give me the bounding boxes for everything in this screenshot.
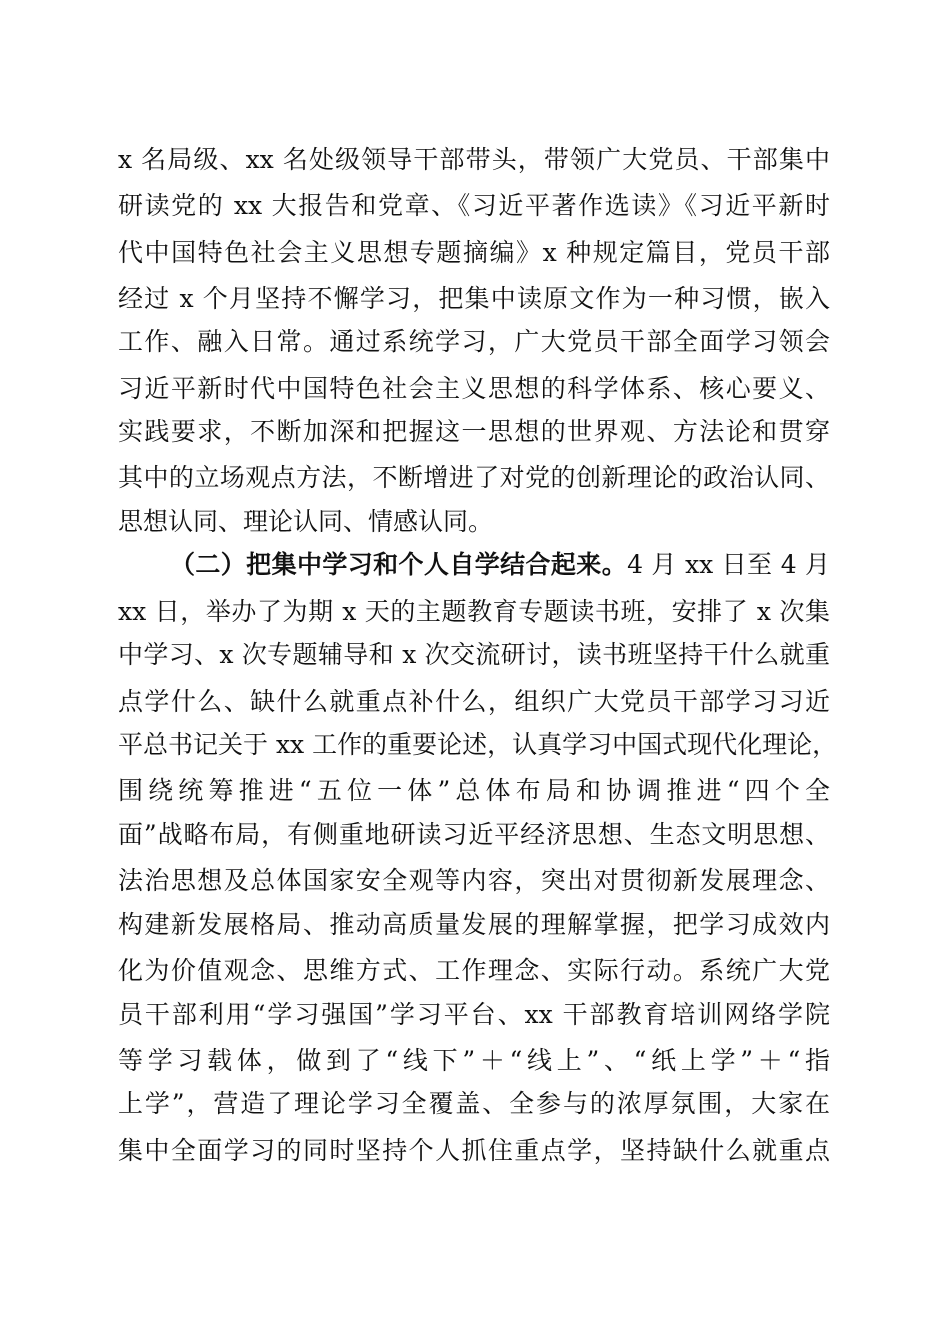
section-heading: （二）把集中学习和个人自学结合起来。 [170, 550, 628, 579]
text-line: 思想认同、理论认同、情感认同。 [118, 507, 494, 536]
text-line: 集中全面学习的同时坚持个人抓住重点学，坚持缺什么就重点 [118, 1136, 830, 1165]
text-line: xx 日，举办了为期 x 天的主题教育专题读书班，安排了 x 次集 [118, 597, 830, 626]
text-line: 面”战略布局，有侧重地研读习近平经济思想、生态文明思想、 [118, 820, 830, 849]
text-line: 代中国特色社会主义思想专题摘编》x 种规定篇目，党员干部 [118, 238, 830, 267]
text-line: 其中的立场观点方法，不断增进了对党的创新理论的政治认同、 [118, 463, 830, 492]
text-line: 点学什么、缺什么就重点补什么，组织广大党员干部学习习近 [118, 687, 830, 716]
text-line: 化为价值观念、思维方式、工作理念、实际行动。系统广大党 [118, 956, 830, 985]
text-line: 习近平新时代中国特色社会主义思想的科学体系、核心要义、 [118, 374, 830, 403]
text-line: 员干部利用“学习强国”学习平台、xx 干部教育培训网络学院 [118, 1000, 830, 1029]
text-line: 经过 x 个月坚持不懈学习，把集中读原文作为一种习惯，嵌入 [118, 284, 830, 313]
text-line: 等学习载体，做到了“线下”＋“线上”、“纸上学”＋“指 [118, 1046, 830, 1075]
section-heading-line [170, 543, 830, 587]
text-line: 实践要求，不断加深和把握这一思想的世界观、方法论和贯穿 [118, 417, 830, 446]
text-line: 围绕统筹推进“五位一体”总体布局和协调推进“四个全 [118, 776, 830, 805]
text-line: 平总书记关于 xx 工作的重要论述，认真学习中国式现代化理论， [118, 730, 838, 759]
text-line: 研读党的 xx 大报告和党章、《习近平著作选读》《习近平新时 [118, 191, 830, 220]
text-line: 构建新发展格局、推动高质量发展的理解掌握，把学习成效内 [118, 910, 830, 939]
text-line: 上学”，营造了理论学习全覆盖、全参与的浓厚氛围，大家在 [118, 1089, 830, 1118]
section-heading-tail: 4 月 xx 日至 4 月 [627, 550, 830, 579]
text-line: x 名局级、xx 名处级领导干部带头，带领广大党员、干部集中 [118, 145, 830, 174]
text-line: 法治思想及总体国家安全观等内容，突出对贯彻新发展理念、 [118, 866, 830, 895]
text-line: 工作、融入日常。通过系统学习，广大党员干部全面学习领会 [118, 327, 830, 356]
text-line: 中学习、x 次专题辅导和 x 次交流研讨，读书班坚持干什么就重 [118, 640, 830, 669]
